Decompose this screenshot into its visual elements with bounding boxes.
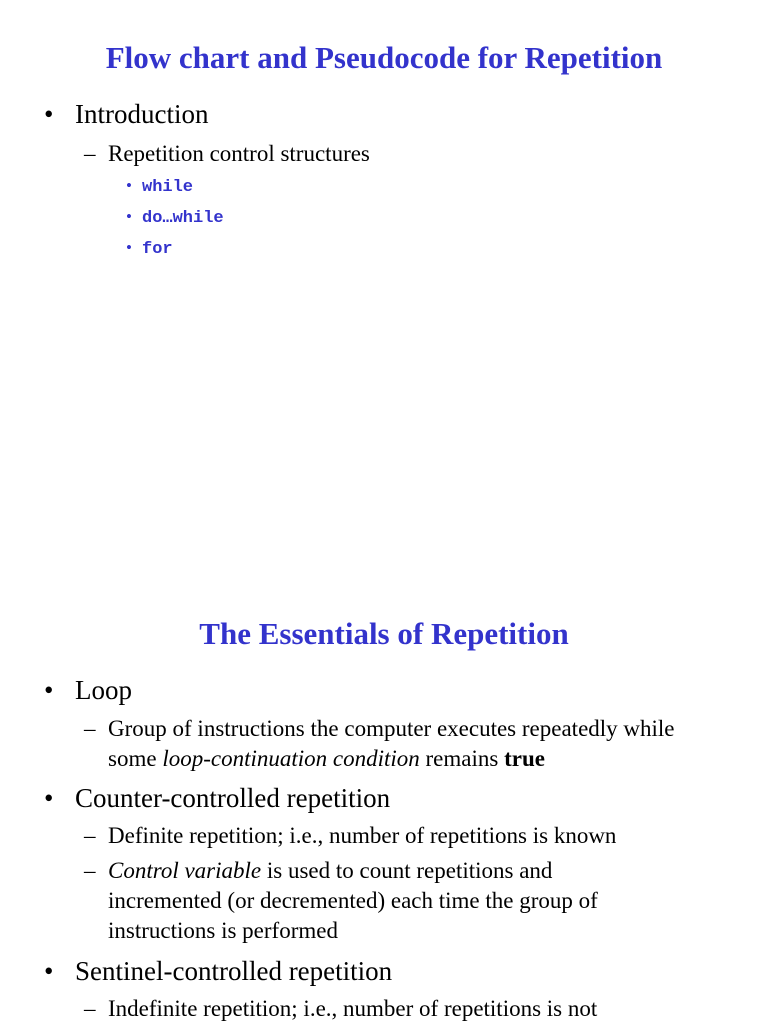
slide-title: The Essentials of Repetition (199, 616, 569, 651)
counter-item-control-variable: – Control variable is used to count repetitions and incremented (or decremented) each time the group of instructions is performed (84, 858, 598, 943)
keyword-while: • while (126, 176, 194, 197)
dash-icon: – (84, 996, 96, 1021)
slide-title: Flow chart and Pseudocode for Repetition (105, 40, 663, 75)
bullet-introduction: • Introduction (44, 99, 209, 129)
bullet-loop: • Loop (44, 675, 132, 705)
dash-icon: – (84, 823, 96, 848)
bullet-dot-icon: • (126, 207, 132, 226)
counter-item-definite: – Definite repetition; i.e., number of repetitions is known (84, 821, 724, 851)
bullet-counter-controlled: • Counter-controlled repetition (44, 783, 391, 813)
bullet-dot-icon: • (44, 675, 54, 705)
sentinel-item-indefinite: – Indefinite repetition; i.e., number of repetitions is not (84, 994, 724, 1024)
keyword-for: • for (126, 238, 173, 259)
sub-repetition-structures: – Repetition control structures (84, 139, 724, 169)
bullet-dot-icon: • (44, 99, 54, 129)
bullet-sentinel-controlled: • Sentinel-controlled repetition (44, 956, 393, 986)
dash-icon: – (84, 716, 96, 741)
keyword-do-while: • do…while (126, 207, 224, 228)
dash-icon: – (84, 858, 96, 883)
dash-icon: – (84, 141, 96, 166)
loop-description: – Group of instructions the computer executes repeatedly while some loop-continuation condition remains true (84, 716, 675, 771)
bullet-dot-icon: • (44, 956, 54, 986)
slide-essentials (0, 580, 768, 1024)
bullet-dot-icon: • (126, 176, 132, 195)
bullet-dot-icon: • (44, 783, 54, 813)
bullet-dot-icon: • (126, 238, 132, 257)
